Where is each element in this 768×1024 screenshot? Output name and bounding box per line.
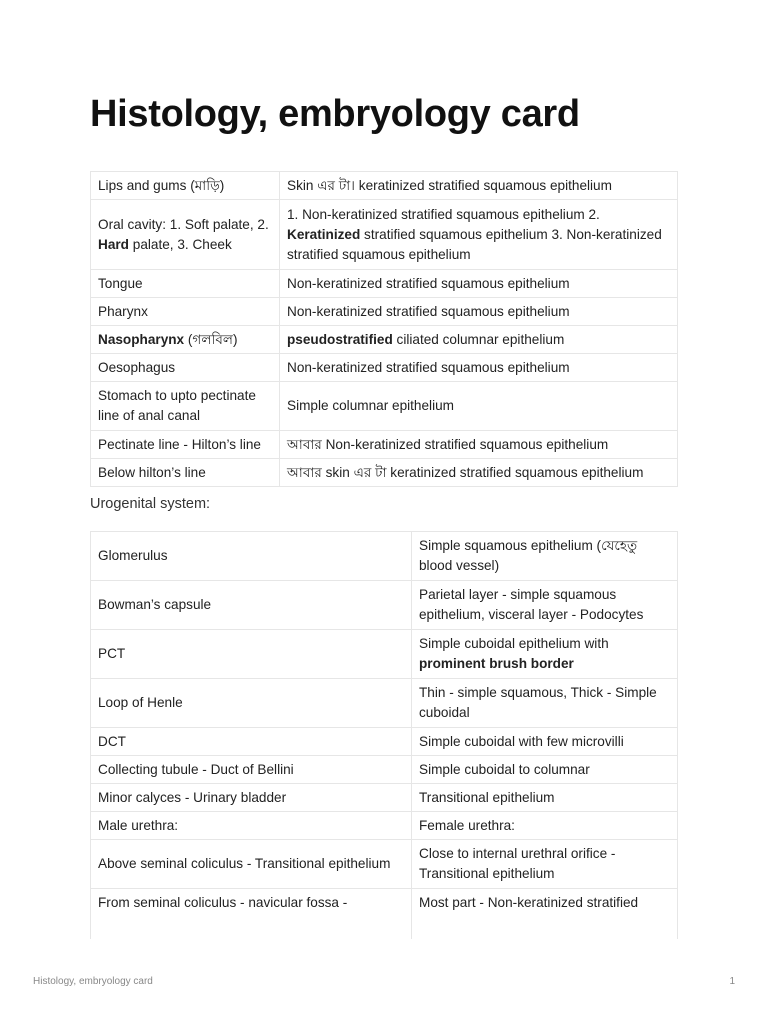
table-cell: PCT [91,630,412,679]
table-cell: Close to internal urethral orifice - Transitional epithelium [412,840,678,889]
table-row [91,581,678,630]
table-row [91,200,678,270]
table-row [91,270,678,298]
table-row [91,812,678,840]
table-row [91,889,678,940]
table-cell: Simple cuboidal to columnar [412,756,678,784]
table-cell: Above seminal coliculus - Transitional epithelium [91,840,412,889]
table-row [91,298,678,326]
table-row [91,840,678,889]
table-cell [412,630,678,679]
table-cell [280,200,678,270]
cell-text: 1. Non-keratinized stratified squamous epithelium 2. [287,206,600,222]
table-cell: DCT [91,728,412,756]
table-cell: Below hilton’s line [91,459,280,487]
cell-text-bold: Nasopharynx [98,331,185,347]
table-cell: Simple cuboidal with few microvilli [412,728,678,756]
table-row [91,679,678,728]
table-cell: Stomach to upto pectinate line of anal canal [91,382,280,431]
table-cell: Non-keratinized stratified squamous epithelium [280,354,678,382]
table-cell: Oesophagus [91,354,280,382]
table-cell: Transitional epithelium [412,784,678,812]
table-cell: Skin এর টা। keratinized stratified squamous epithelium [280,172,678,200]
footer-page-number: 1 [729,976,735,987]
table-cell: Glomerulus [91,532,412,581]
cell-text-bold: Keratinized [287,226,361,242]
table-cell: Pectinate line - Hilton’s line [91,431,280,459]
urogenital-epithelium-table [90,531,678,939]
table-cell: Loop of Henle [91,679,412,728]
table-cell: Female urethra: [412,812,678,840]
table-cell: Bowman’s capsule [91,581,412,630]
cell-text: ciliated columnar epithelium [392,331,565,347]
table-row [91,756,678,784]
cell-text-bold: pseudostratified [287,331,393,347]
table-cell: Most part - Non-keratinized stratified [412,889,678,940]
table-cell: Non-keratinized stratified squamous epithelium [280,270,678,298]
section-heading: Urogenital system: [90,496,211,512]
cell-text: Oral cavity: 1. Soft palate, 2. [98,216,269,232]
cell-text-bold: prominent brush border [419,656,574,671]
table-row [91,630,678,679]
table-cell [91,326,280,354]
table-row [91,728,678,756]
table-cell: From seminal coliculus - navicular fossa - [91,889,412,940]
table-row [91,532,678,581]
table-cell: Parietal layer - simple squamous epithelium, visceral layer - Podocytes [412,581,678,630]
table-cell: Thin - simple squamous, Thick - Simple cuboidal [412,679,678,728]
digestive-epithelium-table [90,171,678,487]
table-cell: Minor calyces - Urinary bladder [91,784,412,812]
footer-document-title: Histology, embryology card [33,976,153,987]
cell-text: (গলবিল) [184,331,238,347]
table-cell: Male urethra: [91,812,412,840]
cell-text-bold: Hard [98,236,129,252]
cell-text: Simple cuboidal epithelium with [419,636,609,651]
table-cell: Lips and gums (মাড়ি) [91,172,280,200]
table-row [91,784,678,812]
cell-text: stratified squamous epithelium 3. Non-keratinized stratified squamous epithelium [287,226,662,262]
table-cell [280,326,678,354]
table-cell [91,200,280,270]
table-row [91,431,678,459]
table-cell: Simple columnar epithelium [280,382,678,431]
table-cell: Collecting tubule - Duct of Bellini [91,756,412,784]
table-cell: Simple squamous epithelium (যেহেতু blood vessel) [412,532,678,581]
table-cell: আবার Non-keratinized stratified squamous epithelium [280,431,678,459]
table-cell: আবার skin এর টা keratinized stratified squamous epithelium [280,459,678,487]
table-row [91,382,678,431]
table-row [91,354,678,382]
table-row [91,172,678,200]
table-row [91,459,678,487]
table-cell: Non-keratinized stratified squamous epithelium [280,298,678,326]
table-row [91,326,678,354]
table-cell: Pharynx [91,298,280,326]
page-title: Histology, embryology card [90,93,580,135]
table-cell: Tongue [91,270,280,298]
cell-text: palate, 3. Cheek [128,236,232,252]
